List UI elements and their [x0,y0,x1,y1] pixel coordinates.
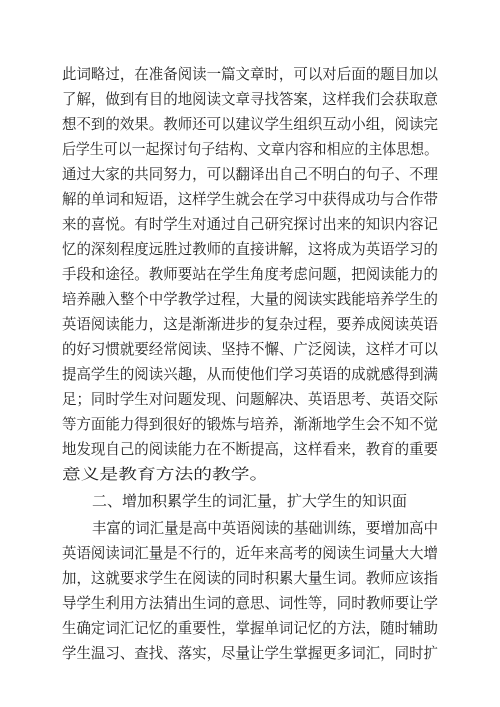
body-line: 英语阅读能力，这是渐渐进步的复杂过程，要养成阅读英语 [62,315,439,333]
body-line: 忆的深刻程度远胜过教师的直接讲解，这将成为英语学习的 [62,240,439,258]
body-line: 生确定词汇记忆的重要性，掌握单词记忆的方法，随时辅助 [62,619,439,637]
body-line: 英语阅读词汇量是不行的，近年来高考的阅读生词量大大增 [62,544,439,562]
body-line: 解的单词和短语，这样学生就会在学习中获得成功与合作带 [62,190,439,208]
body-line: 足；同时学生对问题发现、问题解决、英语思考、英语交际 [62,390,439,408]
body-line: 学生温习、查找、落实，尽量让学生掌握更多词汇，同时扩 [62,644,439,662]
body-line: 意义是教育方法的教学。 [62,465,269,483]
body-line: 来的喜悦。有时学生对通过自己研究探讨出来的知识内容记 [62,215,439,233]
body-line: 地发现自己的阅读能力在不断提高，这样看来，教育的重要 [62,440,439,458]
body-line: 了解，做到有目的地阅读文章寻找答案，这样我们会获取意 [62,90,439,108]
body-line: 的好习惯就要经常阅读、坚持不懈、广泛阅读，这样才可以 [62,340,439,358]
body-line: 手段和途径。教师要站在学生角度考虑问题，把阅读能力的 [62,265,439,283]
body-line: 导学生利用方法猜出生词的意思、词性等，同时教师要让学 [62,594,439,612]
body-line: 加，这就要求学生在阅读的同时积累大量生词。教师应该指 [62,569,439,587]
body-line: 等方面能力得到很好的锻炼与培养，渐渐地学生会不知不觉 [62,415,439,433]
body-line: 培养融入整个中学教学过程，大量的阅读实践能培养学生的 [62,290,439,308]
section-heading: 二、增加积累学生的词汇量，扩大学生的知识面 [92,492,408,510]
body-line: 想不到的效果。教师还可以建议学生组织互动小组，阅读完 [62,115,439,133]
body-line: 丰富的词汇量是高中英语阅读的基础训练，要增加高中 [92,519,439,537]
body-line: 此词略过，在准备阅读一篇文章时，可以对后面的题目加以 [62,65,439,83]
body-line: 通过大家的共同努力，可以翻译出自己不明白的句子、不理 [62,165,439,183]
body-line: 提高学生的阅读兴趣，从而使他们学习英语的成就感得到满 [62,365,439,383]
body-line: 后学生可以一起探讨句子结构、文章内容和相应的主体思想。 [62,140,439,158]
